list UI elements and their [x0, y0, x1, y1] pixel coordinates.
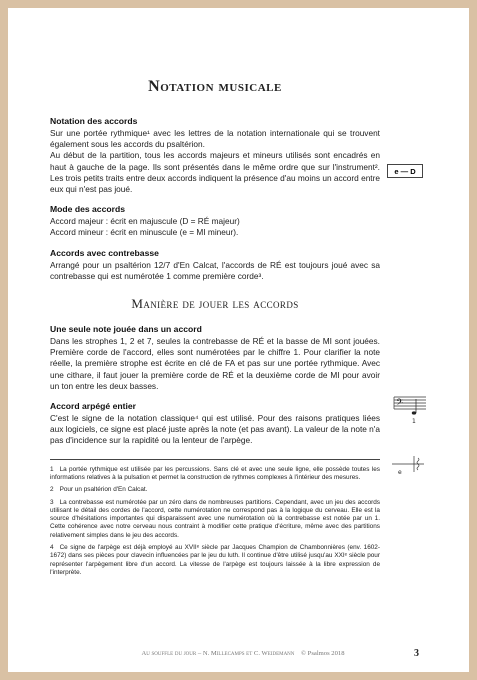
- arpeggio-sign-icon: [390, 454, 426, 478]
- section-title: Accords avec contrebasse: [50, 247, 159, 258]
- paragraph: Arrangé pour un psaltérion 12/7 d'En Calcat, l'accords de RÉ est toujours joué avec sa contrebasse qui est numérotée 1 comme première corde³.: [50, 259, 380, 281]
- footnote: 2 Pour un psaltérion d'En Calcat.: [50, 486, 148, 494]
- section-mode-accords: [50, 204, 380, 238]
- footnotes: [50, 466, 380, 578]
- paragraph: Dans les strophes 1, 2 et 7, seules la contrebasse de RÉ et la basse de MI sont jouées. Première corde de l'accord, elles sont numérotées par le chiffre 1. Pour clarifier la note réelle, la première strophe est écrite en clé de FA et pas sur une portée rythmique. Avec une cithare, il faut jouer la première corde de RÉ et la deuxième corde de MI pour avoir un ton entre les deux basses.: [50, 336, 380, 391]
- section-notation-accords: [50, 116, 380, 195]
- section-contrebasse: [50, 248, 380, 282]
- footer-book-title: Au souffle du jour: [141, 650, 197, 657]
- section-title: Mode des accords: [50, 204, 125, 215]
- paragraph: Accord mineur : écrit en minuscule (e = MI mineur).: [50, 227, 239, 238]
- page-number: 3: [414, 648, 419, 659]
- footnote-divider: [50, 459, 380, 460]
- paragraph: Accord majeur : écrit en majuscule (D = RÉ majeur): [50, 216, 240, 227]
- chord-example-box: e — D: [387, 164, 423, 178]
- section-title: Accord arpégé entier: [50, 401, 136, 412]
- paragraph: Au début de la partition, tous les accords majeurs et mineurs utilisés sont encadrés en haut à gauche de la page. Ils sont présentés dans le même ordre que sur l'instrument². Les trois petits traits entre deux accords indiquent la présence d'au moins un accord entre eux qui n'est pas joué.: [50, 150, 380, 195]
- svg-text:1: 1: [412, 418, 416, 425]
- page-footer: Au souffle du jour – N. Millecamps et C. Weidemann © Psalmos 2018: [141, 650, 345, 657]
- footer-authors: N. Millecamps et C. Weidemann: [202, 650, 295, 657]
- footer-copyright: © Psalmos 2018: [301, 650, 345, 657]
- section-arpege: [50, 401, 380, 447]
- section-heading: Manière de jouer les accords: [131, 296, 299, 312]
- section-title: Notation des accords: [50, 116, 138, 126]
- footnote: 4 Ce signe de l'arpège est déjà employé au XVIIᵉ siècle par Jacques Champion de Chambonnières (env. 1602-1672) dans ses pièces pour clavecin influencées par le jeu du luth. Il continue d'être utilisé jusqu'au XXIᵉ siècle pour représenter l'arpègement libre d'un accord. La vitesse de l'arpège est toujours laissée à la libre expression de l'interprète.: [50, 544, 380, 576]
- paragraph: C'est le signe de la notation classique⁴ qui est utilisé. Pour des raisons pratiques liées aux logiciels, ce signe est placé juste après la note (et pas avant). La valeur de la note n'a pas d'incidence sur la rapidité ou la lenteur de l'arpège.: [50, 413, 380, 446]
- section-seule-note: [50, 324, 380, 392]
- svg-text:e: e: [398, 469, 402, 476]
- section-title: Une seule note jouée dans un accord: [50, 324, 202, 335]
- content: [50, 78, 380, 581]
- page: [8, 8, 469, 672]
- footnote: 1 La portée rythmique est utilisée par les percussions. Sans clé et avec une seule ligne, elle possède toutes les informations relatives à la pulsation et permet la construction de rythmes complexes à l'intérieur des mesures.: [50, 465, 380, 481]
- footnote: 3 La contrebasse est numérotée par un zéro dans de nombreuses partitions. Cependant, avec un jeu des accords utilisant le détail des cordes de l'accord, cette numérotation ne correspond pas à la logique du cerveau. Elle est la source d'hésitations importantes qui disparaissent avec une numérotation où la contrebasse est notée par un 1. Cette cohérence avec notre cerveau nous contraint à modifier cette pratique d'écriture, même avec des partitions relativement simples dans le jeu des accords.: [50, 498, 380, 539]
- paragraph: Sur une portée rythmique¹ avec les lettres de la notation internationale qui se trouvent également sous les accords du psaltérion.: [50, 128, 380, 150]
- svg-text:𝄢: 𝄢: [396, 397, 404, 410]
- page-title: Notation musicale: [148, 78, 282, 95]
- bass-clef-staff-icon: [392, 393, 428, 425]
